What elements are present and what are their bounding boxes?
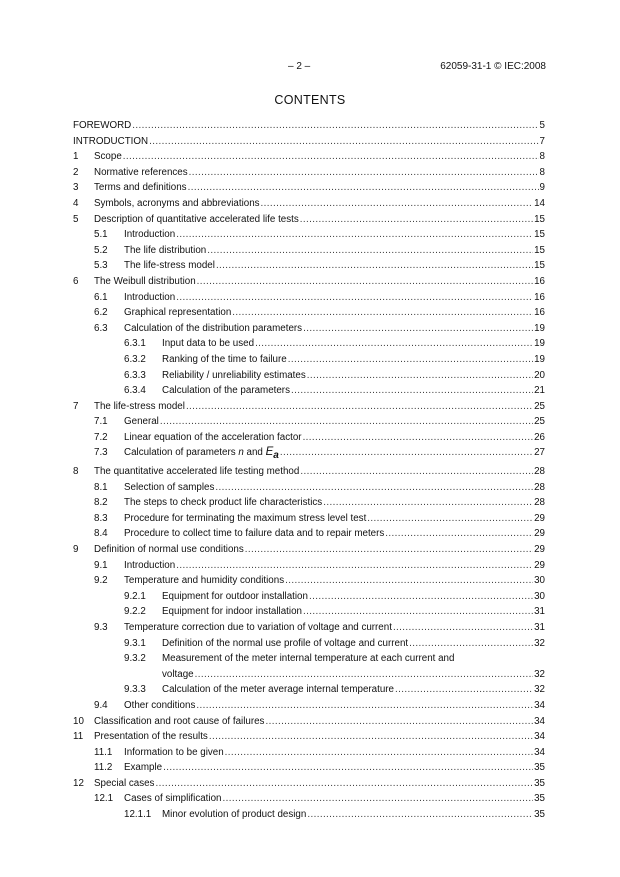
toc-entry-8[interactable]: [73, 464, 545, 480]
dot-leader: [123, 149, 539, 165]
dot-leader: [303, 604, 533, 620]
toc-entry-label: Introduction: [124, 229, 176, 241]
table-of-contents: [73, 118, 545, 823]
toc-entry-6-3-1[interactable]: [73, 336, 545, 352]
toc-entry-8-4[interactable]: [73, 526, 545, 542]
toc-entry-page: 31: [534, 606, 545, 618]
toc-entry-3[interactable]: [73, 180, 545, 196]
toc-entry-9-2-1[interactable]: [73, 589, 545, 605]
toc-entry-number: 8: [73, 466, 79, 478]
toc-entry-label: Selection of samples: [124, 481, 215, 493]
toc-entry-page: 27: [534, 447, 545, 459]
toc-entry-label: FOREWORD: [73, 120, 132, 131]
dot-leader: [197, 274, 533, 290]
toc-entry-12-1-1[interactable]: [73, 807, 545, 823]
toc-entry-page: 15: [534, 260, 545, 272]
toc-entry-page: 35: [534, 777, 545, 789]
toc-entry-9-2[interactable]: [73, 573, 545, 589]
toc-entry-number: 9.1: [94, 559, 108, 571]
toc-entry-page: 19: [534, 338, 545, 350]
toc-entry-number: 7.3: [94, 447, 108, 459]
symbol-e: E: [265, 446, 274, 459]
dot-leader: [176, 290, 533, 306]
dot-leader: [409, 636, 533, 652]
toc-entry-7-3[interactable]: [73, 445, 545, 464]
toc-entry-11[interactable]: [73, 729, 545, 745]
dot-leader: [196, 698, 533, 714]
toc-entry-page: 35: [534, 762, 545, 774]
toc-entry-label: Terms and definitions: [94, 182, 187, 194]
toc-entry-9[interactable]: [73, 542, 545, 558]
toc-entry-page: 29: [534, 528, 545, 540]
toc-entry-8-2[interactable]: [73, 495, 545, 511]
toc-entry-label: Information to be given: [124, 746, 224, 758]
toc-entry-number: 6.3.4: [124, 385, 146, 397]
toc-entry-label-line1: Measurement of the meter internal temperature at each current and: [162, 653, 455, 665]
toc-entry-label: Input data to be used: [162, 338, 255, 350]
dot-leader: [195, 667, 534, 683]
dot-leader: [303, 430, 534, 446]
toc-entry-label: Introduction: [124, 291, 176, 303]
toc-entry-page: 30: [534, 575, 545, 587]
toc-entry-label: The life distribution: [124, 244, 207, 256]
toc-entry-label: The steps to check product life characteristics: [124, 497, 323, 509]
toc-entry-number: 5.2: [94, 244, 108, 256]
toc-entry-7[interactable]: [73, 399, 545, 415]
toc-entry-9-2-2[interactable]: [73, 604, 545, 620]
toc-entry-label: Definition of normal use conditions: [94, 543, 244, 555]
toc-entry-label: Example: [124, 762, 163, 774]
toc-entry-label: Graphical representation: [124, 307, 232, 319]
toc-entry-page: 15: [534, 213, 545, 225]
toc-entry-page: 15: [534, 229, 545, 241]
toc-entry-number: 8.1: [94, 481, 108, 493]
dot-leader: [155, 776, 533, 792]
toc-entry-page: 28: [534, 497, 545, 509]
toc-entry-number: 4: [73, 197, 79, 209]
toc-entry-label: [124, 445, 279, 464]
page-number: – 2 –: [288, 61, 311, 72]
toc-entry-label: Other conditions: [124, 699, 196, 711]
dot-leader: [225, 745, 533, 761]
toc-entry-page: 5: [539, 120, 545, 131]
toc-entry-label: The quantitative accelerated life testing method: [94, 466, 300, 478]
toc-entry-5-3[interactable]: [73, 258, 545, 274]
toc-entry-page: 25: [534, 400, 545, 412]
toc-entry-page: 34: [534, 746, 545, 758]
toc-entry-page: 16: [534, 275, 545, 287]
toc-entry-label: Minor evolution of product design: [162, 809, 307, 821]
toc-entry-label: Special cases: [94, 777, 155, 789]
toc-entry-4[interactable]: [73, 196, 545, 212]
toc-entry-6-1[interactable]: [73, 290, 545, 306]
toc-entry-page: 29: [534, 512, 545, 524]
toc-entry-12[interactable]: [73, 776, 545, 792]
toc-entry-foreword[interactable]: [73, 118, 545, 134]
dot-leader: [176, 227, 533, 243]
toc-entry-6-3-3[interactable]: [73, 368, 545, 384]
document-reference: 62059-31-1 © IEC:2008: [440, 61, 546, 72]
toc-entry-page: 32: [534, 668, 545, 680]
toc-entry-number: 7: [73, 400, 79, 412]
toc-entry-number: 6.3.2: [124, 353, 146, 365]
label-text: Calculation of parameters: [124, 447, 239, 459]
toc-entry-page: 31: [534, 621, 545, 633]
toc-entry-label: The Weibull distribution: [94, 275, 196, 287]
dot-leader: [265, 714, 533, 730]
toc-entry-number: 9.2: [94, 575, 108, 587]
dot-leader: [367, 511, 533, 527]
toc-entry-page: 30: [534, 590, 545, 602]
dot-leader: [255, 336, 533, 352]
toc-entry-10[interactable]: [73, 714, 545, 730]
toc-entry-label: Introduction: [124, 559, 176, 571]
page-title: CONTENTS: [274, 93, 346, 107]
toc-entry-label: The life-stress model: [94, 400, 185, 412]
toc-entry-page: 19: [534, 353, 545, 365]
toc-entry-page: 9: [539, 182, 545, 194]
toc-entry-number: 5.3: [94, 260, 108, 272]
toc-entry-number: 9.2.1: [124, 590, 146, 602]
toc-entry-label-line2: voltage: [162, 668, 194, 680]
toc-entry-page: 29: [534, 559, 545, 571]
toc-entry-number: 9.3.3: [124, 684, 146, 696]
toc-entry-12-1[interactable]: [73, 791, 545, 807]
toc-entry-9-3-3[interactable]: [73, 682, 545, 698]
toc-entry-number: 9.3: [94, 621, 108, 633]
toc-entry-label: Temperature correction due to variation of voltage and current: [124, 621, 392, 633]
toc-entry-5[interactable]: [73, 212, 545, 228]
toc-entry-number: 6.2: [94, 307, 108, 319]
dot-leader: [288, 352, 533, 368]
toc-entry-page: 34: [534, 731, 545, 743]
toc-entry-page: 21: [534, 385, 545, 397]
toc-entry-page: 7: [539, 135, 545, 147]
toc-entry-page: 8: [539, 151, 545, 163]
toc-entry-page: 15: [534, 244, 545, 256]
toc-entry-number: 8.3: [94, 512, 108, 524]
toc-entry-number: 12.1.1: [124, 809, 152, 821]
dot-leader: [163, 760, 533, 776]
dot-leader: [209, 729, 533, 745]
toc-entry-number: 2: [73, 166, 79, 178]
symbol-subscript-a: a: [273, 450, 279, 462]
toc-entry-number: 5.1: [94, 229, 108, 241]
toc-entry-number: 9.4: [94, 699, 108, 711]
toc-entry-5-1[interactable]: [73, 227, 545, 243]
toc-entry-11-2[interactable]: [73, 760, 545, 776]
dot-leader: [285, 573, 533, 589]
dot-leader: [395, 682, 533, 698]
toc-entry-6-3-2[interactable]: [73, 352, 545, 368]
toc-entry-label: General: [124, 416, 159, 428]
toc-entry-6[interactable]: [73, 274, 545, 290]
toc-entry-6-3-4[interactable]: [73, 383, 545, 399]
toc-entry-number: 1: [73, 151, 79, 163]
toc-entry-number: 3: [73, 182, 79, 194]
dot-leader: [261, 196, 534, 212]
toc-entry-page: 20: [534, 369, 545, 381]
toc-entry-9-3[interactable]: [73, 620, 545, 636]
dot-leader: [189, 165, 539, 181]
toc-entry-label: Normative references: [94, 166, 188, 178]
toc-entry-page: 8: [539, 166, 545, 178]
toc-entry-11-1[interactable]: [73, 745, 545, 761]
toc-entry-6-2[interactable]: [73, 305, 545, 321]
toc-entry-page: 19: [534, 322, 545, 334]
dot-leader: [385, 526, 533, 542]
dot-leader: [160, 414, 533, 430]
dot-leader: [215, 480, 533, 496]
toc-entry-label: Temperature and humidity conditions: [124, 575, 285, 587]
toc-entry-label: Calculation of the meter average internal temperature: [162, 684, 394, 696]
toc-entry-label: Equipment for outdoor installation: [162, 590, 308, 602]
toc-entry-8-1[interactable]: [73, 480, 545, 496]
toc-entry-8-3[interactable]: [73, 511, 545, 527]
toc-entry-number: 6: [73, 275, 79, 287]
toc-entry-label: Linear equation of the acceleration factor: [124, 431, 302, 443]
toc-entry-label: INTRODUCTION: [73, 135, 149, 147]
dot-leader: [188, 180, 539, 196]
toc-entry-number: 9.2.2: [124, 606, 146, 618]
toc-entry-number: 6.3.3: [124, 369, 146, 381]
toc-entry-9-3-1[interactable]: [73, 636, 545, 652]
toc-entry-label: Description of quantitative accelerated life tests: [94, 213, 299, 225]
toc-entry-number: 12.1: [94, 793, 114, 805]
toc-entry-label: Symbols, acronyms and abbreviations: [94, 197, 260, 209]
toc-entry-label: Scope: [94, 151, 122, 163]
toc-entry-page: 25: [534, 416, 545, 428]
dot-leader: [307, 368, 533, 384]
toc-entry-label: Presentation of the results: [94, 731, 208, 743]
dot-leader: [216, 258, 533, 274]
toc-entry-9-4[interactable]: [73, 698, 545, 714]
dot-leader: [323, 495, 533, 511]
toc-entry-number: 8.2: [94, 497, 108, 509]
toc-entry-label: Cases of simplification: [124, 793, 222, 805]
toc-entry-page: 26: [534, 431, 545, 443]
toc-entry-9-3-2[interactable]: [73, 651, 545, 682]
toc-entry-7-2[interactable]: [73, 430, 545, 446]
toc-entry-number: 11: [73, 731, 84, 743]
dot-leader: [149, 134, 538, 150]
toc-entry-1[interactable]: [73, 149, 545, 165]
toc-entry-page: 14: [534, 197, 545, 209]
dot-leader: [280, 445, 533, 461]
dot-leader: [309, 589, 533, 605]
toc-entry-label: Definition of the normal use profile of voltage and current: [162, 637, 409, 649]
toc-entry-number: 7.2: [94, 431, 108, 443]
dot-leader: [222, 791, 533, 807]
toc-entry-label: Procedure for terminating the maximum stress level test: [124, 512, 367, 524]
toc-entry-page: 32: [534, 684, 545, 696]
dot-leader: [300, 464, 533, 480]
toc-entry-page: 16: [534, 307, 545, 319]
dot-leader: [300, 212, 533, 228]
toc-entry-5-2[interactable]: [73, 243, 545, 259]
toc-entry-page: 29: [534, 543, 545, 555]
toc-entry-number: 10: [73, 715, 84, 727]
dot-leader: [303, 321, 533, 337]
toc-entry-9-1[interactable]: [73, 558, 545, 574]
dot-leader: [186, 399, 533, 415]
toc-entry-number: 6.1: [94, 291, 108, 303]
toc-entry-page: 16: [534, 291, 545, 303]
toc-entry-number: 8.4: [94, 528, 108, 540]
dot-leader: [232, 305, 533, 321]
toc-entry-number: 6.3.1: [124, 338, 146, 350]
toc-entry-page: 32: [534, 637, 545, 649]
toc-entry-number: 11.2: [94, 762, 113, 774]
toc-entry-label: The life-stress model: [124, 260, 215, 272]
dot-leader: [245, 542, 533, 558]
toc-entry-number: 11.1: [94, 746, 113, 758]
symbol-n: n: [238, 447, 244, 459]
toc-entry-number: 7.1: [94, 416, 108, 428]
toc-entry-label: Reliability / unreliability estimates: [162, 369, 306, 381]
toc-entry-number: 9.3.2: [124, 653, 146, 665]
toc-entry-page: 35: [534, 793, 545, 805]
dot-leader: [291, 383, 533, 399]
toc-entry-number: 9: [73, 543, 79, 555]
toc-entry-number: 12: [73, 777, 84, 789]
dot-leader: [393, 620, 533, 636]
toc-entry-page: 34: [534, 715, 545, 727]
toc-entry-number: 6.3: [94, 322, 108, 334]
toc-entry-label: Procedure to collect time to failure data and to repair meters: [124, 528, 385, 540]
toc-entry-label: Equipment for indoor installation: [162, 606, 302, 618]
dot-leader: [132, 118, 538, 134]
toc-entry-label: Calculation of the distribution parameters: [124, 322, 303, 334]
toc-entry-label: Classification and root cause of failures: [94, 715, 265, 727]
toc-entry-page: 28: [534, 466, 545, 478]
toc-entry-page: 28: [534, 481, 545, 493]
toc-entry-6-3[interactable]: [73, 321, 545, 337]
toc-entry-page: 35: [534, 809, 545, 821]
toc-entry-page: 34: [534, 699, 545, 711]
toc-entry-label: Calculation of the parameters: [162, 385, 290, 397]
toc-entry-label: Ranking of the time to failure: [162, 353, 287, 365]
dot-leader: [207, 243, 533, 259]
toc-entry-2[interactable]: [73, 165, 545, 181]
dot-leader: [176, 558, 533, 574]
toc-entry-number: 9.3.1: [124, 637, 146, 649]
toc-entry-7-1[interactable]: [73, 414, 545, 430]
dot-leader: [307, 807, 533, 823]
label-text: and: [243, 447, 266, 459]
toc-entry-number: 5: [73, 213, 79, 225]
toc-entry-introduction[interactable]: [73, 134, 545, 150]
